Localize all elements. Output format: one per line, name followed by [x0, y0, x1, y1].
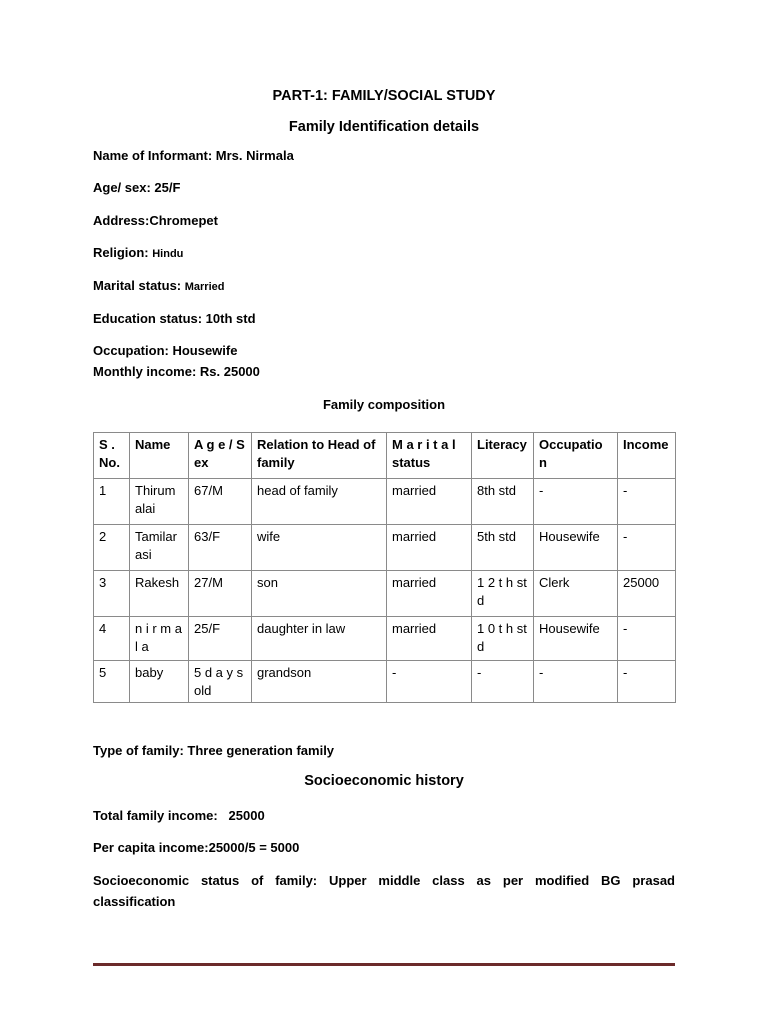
table-cell: 27/M — [189, 571, 252, 617]
field-marital-status — [93, 278, 225, 295]
table-cell: 5th std — [472, 525, 534, 571]
family-type: Type of family: Three generation family — [93, 743, 335, 758]
field-religion — [93, 245, 183, 262]
field-education — [93, 311, 256, 327]
table-cell: wife — [252, 525, 387, 571]
family-composition-table — [93, 432, 676, 703]
header-cell-income: Income — [618, 433, 676, 479]
table-cell: 4 — [94, 617, 130, 661]
header-cell-marital: M a r i t a l status — [387, 433, 472, 479]
header-cell-sno: S . No. — [94, 433, 130, 479]
field-age-sex — [93, 180, 180, 196]
header-cell-occupation: Occupatio n — [534, 433, 618, 479]
table-cell: - — [618, 479, 676, 525]
table-row — [94, 617, 676, 661]
table-cell: married — [387, 479, 472, 525]
table-cell: baby — [130, 661, 189, 703]
table-cell: married — [387, 525, 472, 571]
table-cell: daughter in law — [252, 617, 387, 661]
table-cell: 67/M — [189, 479, 252, 525]
table-cell: son — [252, 571, 387, 617]
field-value: Married — [184, 281, 225, 293]
table-cell: - — [618, 661, 676, 703]
field-value: Hindu — [152, 248, 184, 260]
table-cell: Rakesh — [130, 571, 189, 617]
footer-divider — [93, 963, 675, 966]
table-cell: married — [387, 571, 472, 617]
header-cell-age-sex: A g e / Sex — [189, 433, 252, 479]
per-capita-income: Per capita income:25000/5 = 5000 — [93, 840, 300, 855]
table-cell: 63/F — [189, 525, 252, 571]
total-family-income: Total family income: 25000 — [93, 808, 265, 823]
table-row — [94, 479, 676, 525]
table-cell: - — [534, 479, 618, 525]
section-title: Family Identification details — [288, 119, 480, 135]
socio-status — [93, 870, 675, 912]
table-cell: grandson — [252, 661, 387, 703]
socio-status-line1: Socioeconomic status of family: Upper middle class as per modified BG prasad — [93, 873, 675, 888]
field-label: Religion: — [93, 245, 153, 260]
table-cell: Tamilar asi — [130, 525, 189, 571]
table-cell: - — [387, 661, 472, 703]
table-row — [94, 661, 676, 703]
table-header-row — [94, 433, 676, 479]
field-label: Marital status: — [93, 278, 185, 293]
header-cell-name: Name — [130, 433, 189, 479]
table-cell: married — [387, 617, 472, 661]
table-cell: - — [618, 525, 676, 571]
socio-title: Socioeconomic history — [304, 773, 464, 789]
table-cell: 25/F — [189, 617, 252, 661]
header-cell-relation: Relation to Head of family — [252, 433, 387, 479]
table-cell: head of family — [252, 479, 387, 525]
field-label: Monthly income: Rs. 25000 — [93, 364, 260, 379]
table-cell: 1 — [94, 479, 130, 525]
table-row — [94, 571, 676, 617]
field-informant — [93, 148, 294, 164]
table-cell: 1 2 t h std — [472, 571, 534, 617]
table-cell: 2 — [94, 525, 130, 571]
table-row — [94, 525, 676, 571]
table-cell: - — [618, 617, 676, 661]
field-occupation — [93, 343, 237, 359]
field-label: Age/ sex: 25/F — [93, 180, 181, 195]
field-label: Name of Informant: Mrs. Nirmala — [93, 148, 294, 163]
composition-title: Family composition — [322, 397, 446, 412]
field-label: Education status: 10th std — [93, 311, 256, 326]
socio-status-line2: classification — [93, 894, 176, 909]
table-cell: Thirum alai — [130, 479, 189, 525]
field-label: Occupation: Housewife — [93, 343, 238, 358]
field-label: Address:Chromepet — [93, 213, 218, 228]
field-monthly-income — [93, 364, 260, 380]
table-cell: 25000 — [618, 571, 676, 617]
table-cell: - — [472, 661, 534, 703]
table-cell: Housewife — [534, 617, 618, 661]
part-title: PART-1: FAMILY/SOCIAL STUDY — [272, 88, 496, 104]
table-cell: 1 0 t h std — [472, 617, 534, 661]
table-cell: 3 — [94, 571, 130, 617]
table-cell: 5 d a y s old — [189, 661, 252, 703]
table-cell: Clerk — [534, 571, 618, 617]
field-address — [93, 213, 218, 229]
table-cell: n i r m a l a — [130, 617, 189, 661]
header-cell-literacy: Literacy — [472, 433, 534, 479]
table-cell: Housewife — [534, 525, 618, 571]
table-cell: - — [534, 661, 618, 703]
table-cell: 5 — [94, 661, 130, 703]
table-cell: 8th std — [472, 479, 534, 525]
